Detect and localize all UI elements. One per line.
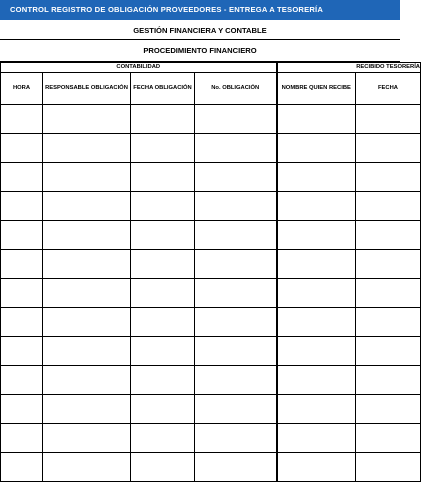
cell-fecha-obligacion[interactable] [131, 105, 195, 134]
cell-nombre-recibe[interactable] [277, 134, 356, 163]
cell-nombre-recibe[interactable] [277, 337, 356, 366]
table-row [1, 163, 421, 192]
cell-fecha-obligacion[interactable] [131, 163, 195, 192]
cell-fecha[interactable] [356, 308, 421, 337]
cell-fecha[interactable] [356, 453, 421, 482]
cell-no-obligacion[interactable] [195, 105, 277, 134]
group-contabilidad: CONTABILIDAD [1, 63, 277, 73]
cell-no-obligacion[interactable] [195, 337, 277, 366]
cell-fecha[interactable] [356, 221, 421, 250]
col-header-hora: HORA [1, 73, 43, 105]
table-row [1, 366, 421, 395]
cell-hora[interactable] [1, 453, 43, 482]
cell-hora[interactable] [1, 134, 43, 163]
col-header-fecha-obligacion: FECHA OBLIGACIÓN [131, 73, 195, 105]
cell-responsable[interactable] [43, 453, 131, 482]
document-title: CONTROL REGISTRO DE OBLIGACIÓN PROVEEDORES - ENTREGA A TESORERÍA [0, 0, 400, 20]
cell-hora[interactable] [1, 105, 43, 134]
cell-nombre-recibe[interactable] [277, 250, 356, 279]
cell-fecha-obligacion[interactable] [131, 395, 195, 424]
cell-responsable[interactable] [43, 134, 131, 163]
cell-fecha[interactable] [356, 424, 421, 453]
cell-fecha[interactable] [356, 395, 421, 424]
table-row [1, 134, 421, 163]
cell-nombre-recibe[interactable] [277, 105, 356, 134]
table-row [1, 337, 421, 366]
cell-fecha-obligacion[interactable] [131, 192, 195, 221]
cell-fecha-obligacion[interactable] [131, 366, 195, 395]
cell-fecha[interactable] [356, 192, 421, 221]
table-row [1, 192, 421, 221]
cell-fecha-obligacion[interactable] [131, 134, 195, 163]
cell-nombre-recibe[interactable] [277, 395, 356, 424]
cell-fecha[interactable] [356, 366, 421, 395]
cell-nombre-recibe[interactable] [277, 424, 356, 453]
cell-hora[interactable] [1, 337, 43, 366]
cell-fecha-obligacion[interactable] [131, 279, 195, 308]
cell-responsable[interactable] [43, 395, 131, 424]
cell-responsable[interactable] [43, 163, 131, 192]
cell-no-obligacion[interactable] [195, 279, 277, 308]
col-header-fecha: FECHA [356, 73, 421, 105]
cell-no-obligacion[interactable] [195, 424, 277, 453]
cell-responsable[interactable] [43, 105, 131, 134]
cell-nombre-recibe[interactable] [277, 221, 356, 250]
cell-nombre-recibe[interactable] [277, 192, 356, 221]
table-row [1, 308, 421, 337]
table-row [1, 279, 421, 308]
table-row [1, 250, 421, 279]
col-header-responsable: RESPONSABLE OBLIGACIÓN [43, 73, 131, 105]
col-header-nombre-recibe: NOMBRE QUIEN RECIBE [277, 73, 356, 105]
group-recibido-tesoreria: RECIBIDO TESORERÍA [277, 63, 421, 73]
cell-fecha-obligacion[interactable] [131, 221, 195, 250]
cell-fecha-obligacion[interactable] [131, 308, 195, 337]
cell-hora[interactable] [1, 366, 43, 395]
cell-hora[interactable] [1, 395, 43, 424]
department-banner: GESTIÓN FINANCIERA Y CONTABLE [0, 20, 400, 40]
cell-responsable[interactable] [43, 279, 131, 308]
cell-no-obligacion[interactable] [195, 366, 277, 395]
cell-no-obligacion[interactable] [195, 163, 277, 192]
table-row [1, 221, 421, 250]
cell-nombre-recibe[interactable] [277, 308, 356, 337]
cell-no-obligacion[interactable] [195, 134, 277, 163]
cell-fecha[interactable] [356, 337, 421, 366]
cell-no-obligacion[interactable] [195, 308, 277, 337]
cell-no-obligacion[interactable] [195, 250, 277, 279]
cell-responsable[interactable] [43, 192, 131, 221]
col-header-no-obligacion: No. OBLIGACIÓN [195, 73, 277, 105]
cell-responsable[interactable] [43, 424, 131, 453]
table-body [1, 105, 421, 482]
cell-responsable[interactable] [43, 337, 131, 366]
cell-nombre-recibe[interactable] [277, 453, 356, 482]
cell-responsable[interactable] [43, 221, 131, 250]
cell-fecha-obligacion[interactable] [131, 453, 195, 482]
cell-hora[interactable] [1, 163, 43, 192]
cell-fecha-obligacion[interactable] [131, 250, 195, 279]
cell-hora[interactable] [1, 221, 43, 250]
table-row [1, 424, 421, 453]
cell-hora[interactable] [1, 250, 43, 279]
cell-fecha[interactable] [356, 134, 421, 163]
procedure-banner: PROCEDIMIENTO FINANCIERO [0, 40, 400, 62]
cell-fecha-obligacion[interactable] [131, 424, 195, 453]
table-row [1, 395, 421, 424]
cell-nombre-recibe[interactable] [277, 163, 356, 192]
cell-fecha[interactable] [356, 163, 421, 192]
register-table [0, 62, 421, 482]
table-row [1, 105, 421, 134]
cell-responsable[interactable] [43, 308, 131, 337]
cell-nombre-recibe[interactable] [277, 279, 356, 308]
cell-hora[interactable] [1, 424, 43, 453]
cell-fecha-obligacion[interactable] [131, 337, 195, 366]
cell-nombre-recibe[interactable] [277, 366, 356, 395]
cell-fecha[interactable] [356, 105, 421, 134]
cell-no-obligacion[interactable] [195, 395, 277, 424]
cell-hora[interactable] [1, 279, 43, 308]
cell-responsable[interactable] [43, 250, 131, 279]
cell-fecha[interactable] [356, 279, 421, 308]
cell-no-obligacion[interactable] [195, 453, 277, 482]
cell-hora[interactable] [1, 192, 43, 221]
cell-fecha[interactable] [356, 250, 421, 279]
cell-hora[interactable] [1, 308, 43, 337]
cell-no-obligacion[interactable] [195, 221, 277, 250]
table-row [1, 453, 421, 482]
cell-responsable[interactable] [43, 366, 131, 395]
cell-no-obligacion[interactable] [195, 192, 277, 221]
